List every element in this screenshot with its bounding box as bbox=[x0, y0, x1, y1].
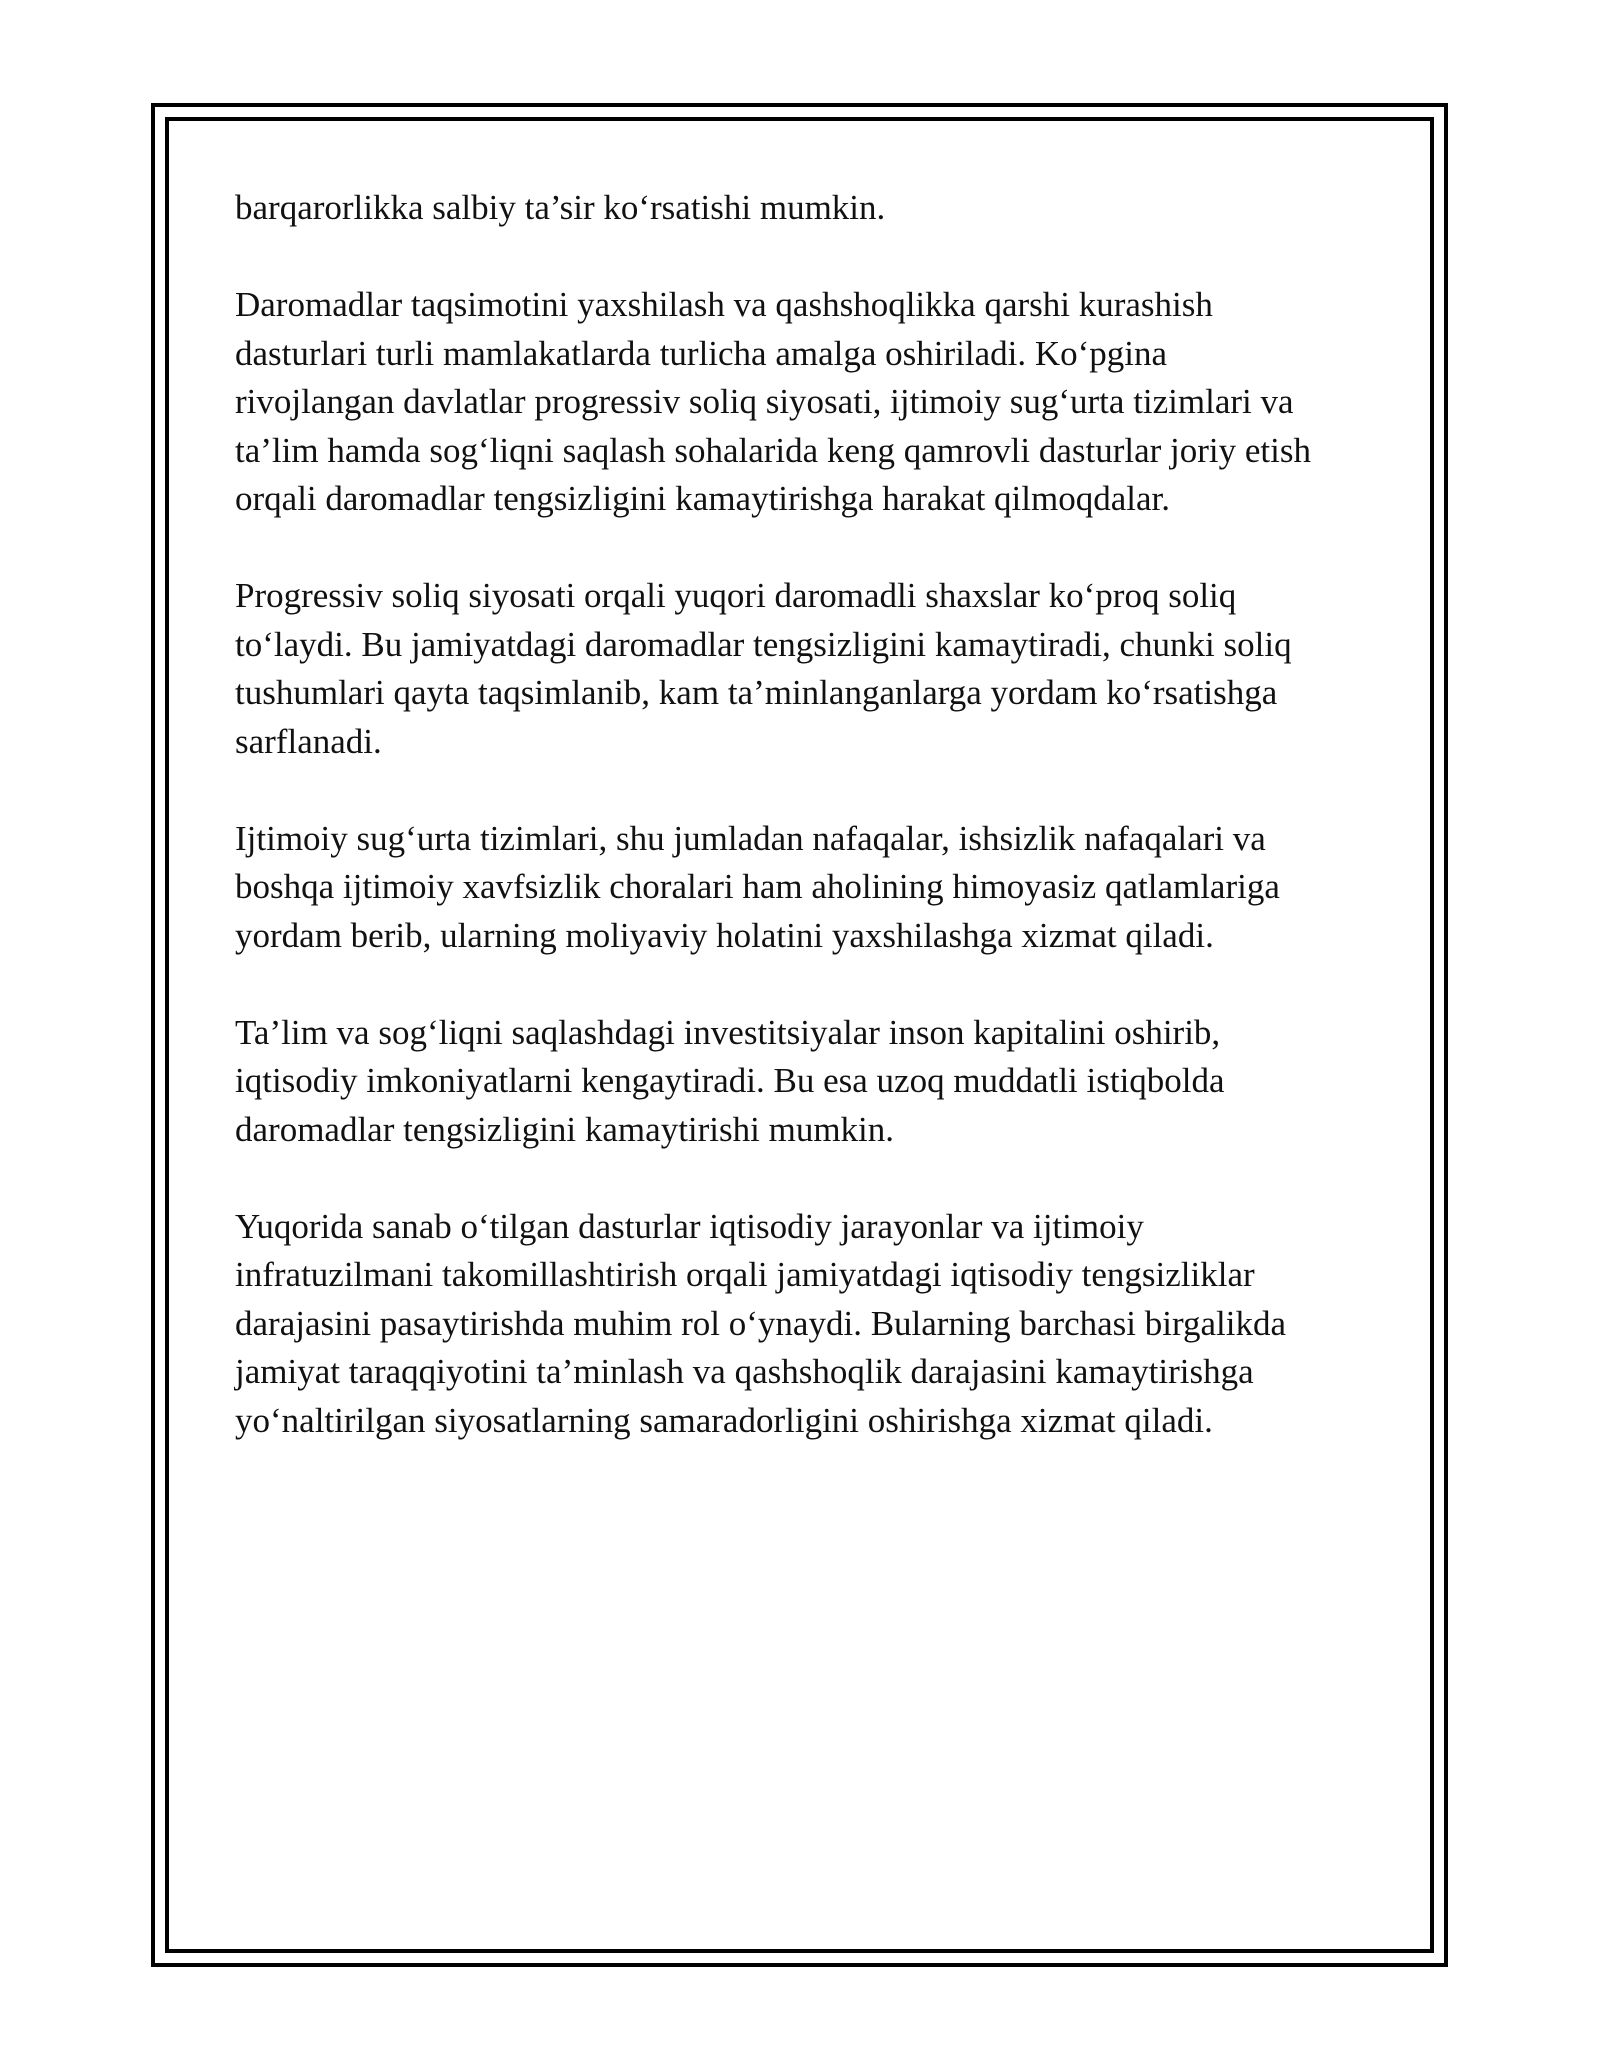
paragraph bbox=[235, 184, 1375, 233]
text-line: infratuzilmani takomillashtirish orqali jamiyatdagi iqtisodiy tengsizliklar bbox=[235, 1255, 1255, 1294]
text-line: Daromadlar taqsimotini yaxshilash va qashshoqlikka qarshi kurashish bbox=[235, 285, 1213, 324]
text-line: Ta’lim va sog‘liqni saqlashdagi investitsiyalar inson kapitalini oshirib, bbox=[235, 1012, 1221, 1052]
text-line: darajasini pasaytirishda muhim rol o‘ynaydi. Bularning barchasi birgalikda bbox=[235, 1303, 1287, 1343]
paragraph bbox=[235, 572, 1375, 766]
text-line: daromadlar tengsizligini kamaytirishi mumkin. bbox=[235, 1109, 895, 1149]
text-line: yordam berib, ularning moliyaviy holatini yaxshilashga xizmat qiladi. bbox=[235, 915, 1214, 955]
text-line: ta’lim hamda sog‘liqni saqlash sohalarida keng qamrovli dasturlar joriy etish bbox=[235, 430, 1311, 470]
text-line: tushumlari qayta taqsimlanib, kam ta’minlanganlarga yordam ko‘rsatishga bbox=[235, 673, 1278, 712]
text-line: rivojlangan davlatlar progressiv soliq siyosati, ijtimoiy sug‘urta tizimlari va bbox=[235, 382, 1294, 421]
paragraph bbox=[235, 1009, 1375, 1155]
text-line: barqarorlikka salbiy ta’sir ko‘rsatishi mumkin. bbox=[235, 188, 886, 227]
document-body bbox=[235, 184, 1375, 1494]
text-line: Yuqorida sanab o‘tilgan dasturlar iqtisodiy jarayonlar va ijtimoiy bbox=[235, 1206, 1144, 1246]
text-line: dasturlari turli mamlakatlarda turlicha amalga oshiriladi. Ko‘pgina bbox=[235, 333, 1168, 373]
paragraph bbox=[235, 815, 1375, 961]
text-line: orqali daromadlar tengsizligini kamaytirishga harakat qilmoqdalar. bbox=[235, 479, 1170, 518]
text-line: sarflanadi. bbox=[235, 721, 382, 761]
text-line: iqtisodiy imkoniyatlarni kengaytiradi. Bu esa uzoq muddatli istiqbolda bbox=[235, 1061, 1225, 1100]
text-line: to‘laydi. Bu jamiyatdagi daromadlar tengsizligini kamaytiradi, chunki soliq bbox=[235, 624, 1292, 664]
text-line: Progressiv soliq siyosati orqali yuqori daromadli shaxslar ko‘proq soliq bbox=[235, 576, 1237, 615]
paragraph bbox=[235, 281, 1375, 524]
text-line: jamiyat taraqqiyotini ta’minlash va qashshoqlik darajasini kamaytirishga bbox=[235, 1352, 1254, 1391]
text-line: boshqa ijtimoiy xavfsizlik choralari ham aholining himoyasiz qatlamlariga bbox=[235, 867, 1280, 906]
text-line: yo‘naltirilgan siyosatlarning samaradorligini oshirishga xizmat qiladi. bbox=[235, 1400, 1213, 1440]
paragraph bbox=[235, 1203, 1375, 1446]
text-line: Ijtimoiy sug‘urta tizimlari, shu jumladan nafaqalar, ishsizlik nafaqalari va bbox=[235, 818, 1266, 858]
